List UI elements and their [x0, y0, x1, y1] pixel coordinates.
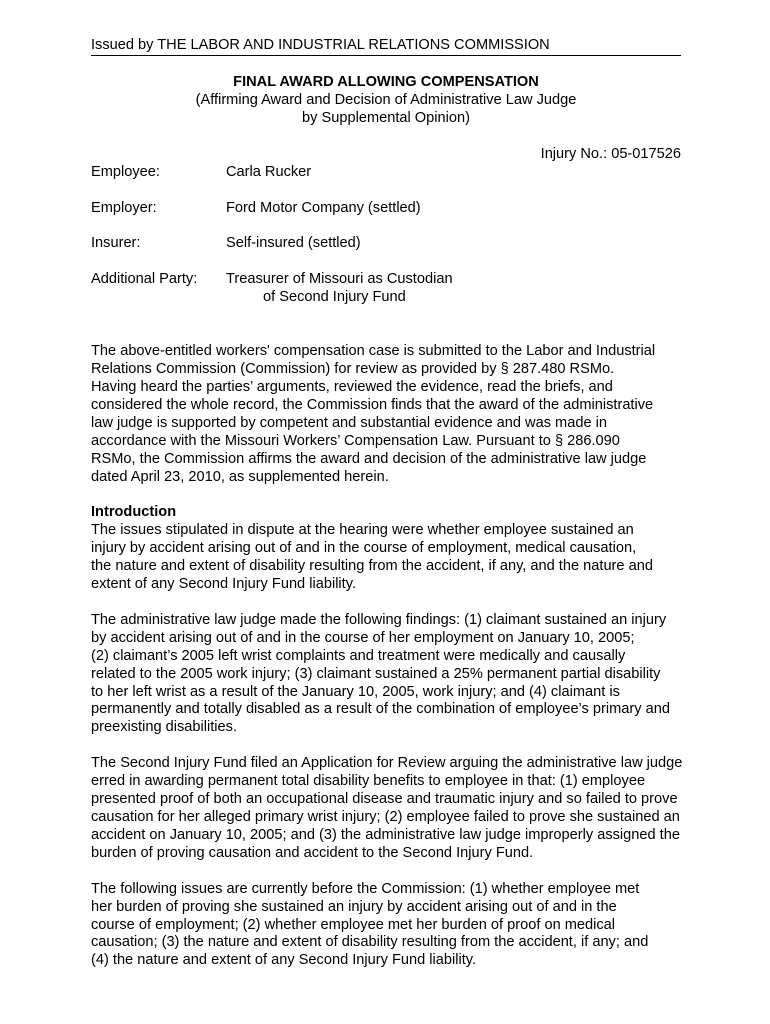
document-page [91, 37, 691, 970]
award-subtitle-line-1: (Affirming Award and Decision of Administrative Law Judge [195, 91, 577, 108]
paragraph-findings: The administrative law judge made the following findings: (1) claimant sustained an injury by accident arising out of and in the course of her employment on January 10, 2005; (2) claimant’s 2005 left wrist complaints and treatment were medically and causally related to the 2005 work injury; (3) claimant sustained a 25% permanent partial disability to her left wrist as a result of the January 10, 2005, work injury; and (4) claimant is permanently and totally disabled as a result of the combination of employee’s primary and preexisting disabilities. [91, 611, 670, 736]
paragraph-introduction: Introduction The issues stipulated in dispute at the hearing were whether employee sustained an injury by accident arising out of and in the course of employment, medical causation, the nature and extent of disability resulting from the accident, if any, and the nature and extent of any Second Injury Fund liability. [91, 504, 691, 594]
party-row-insurer [91, 235, 691, 253]
paragraph-second-injury-fund: The Second Injury Fund filed an Application for Review arguing the administrative law judge erred in awarding permanent total disability benefits to employee in that: (1) employee presented proof of both an occupational disease and traumatic injury and so failed to prove causation for her alleged primary wrist injury; (2) employee failed to prove she sustained an accident on January 10, 2005; and (3) the administrative law judge improperly assigned the burden of proving causation and accident to the Second Injury Fund. [91, 755, 683, 861]
paragraph-submission: The above-entitled workers' compensation case is submitted to the Labor and Industrial Relations Commission (Commission) for review as provided by § 287.480 RSMo. Having heard the parties’ arguments, reviewed the evidence, read the briefs, and considered the whole record, the Commission finds that the award of the administrative law judge is supported by competent and substantial evidence and was made in accordance with the Missouri Workers’ Compensation Law. Pursuant to § 286.090 RSMo, the Commission affirms the award and decision of the administrative law judge dated April 23, 2010, as supplemented herein. [91, 343, 656, 485]
party-row-additional-party [91, 271, 691, 307]
injury-number: Injury No.: 05-017526 [540, 145, 681, 162]
party-label: Employee: [91, 163, 160, 180]
award-subtitle-line-2: by Supplemental Opinion) [302, 109, 470, 126]
party-value: Self-insured (settled) [226, 235, 361, 252]
section-heading-introduction: Introduction [91, 504, 177, 521]
paragraph-current-issues: The following issues are currently before the Commission: (1) whether employee met her burden of proving she sustained an injury by accident arising out of and in the course of employment; (2) whether employee met her burden of proof on medical causation; (3) the nature and extent of disability resulting from the accident, if any; and (4) the nature and extent of any Second Injury Fund liability. [91, 880, 649, 969]
party-value: Ford Motor Company (settled) [226, 199, 421, 216]
party-label: Employer: [91, 199, 157, 216]
party-value: Treasurer of Missouri as Custodian of Second Injury Fund [226, 271, 453, 306]
issued-by-header: Issued by THE LABOR AND INDUSTRIAL RELATIONS COMMISSION [91, 37, 681, 56]
award-title-block [91, 74, 681, 128]
party-label: Additional Party: [91, 271, 198, 288]
party-label: Insurer: [91, 235, 141, 252]
award-title: FINAL AWARD ALLOWING COMPENSATION [233, 74, 539, 90]
party-value: Carla Rucker [226, 163, 312, 180]
party-row-employee [91, 164, 691, 182]
party-row-employer [91, 200, 691, 218]
